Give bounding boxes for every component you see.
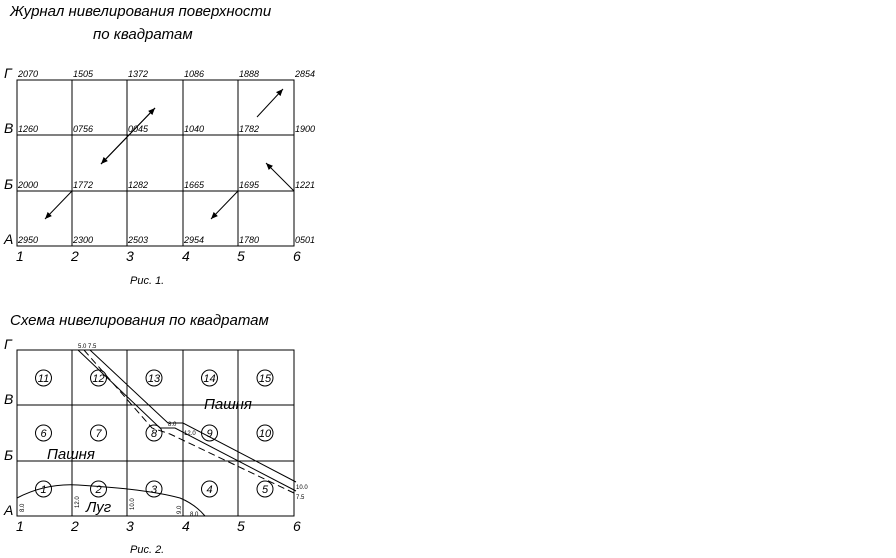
row-label: В xyxy=(4,120,14,136)
elevation-value: 2954 xyxy=(184,235,205,245)
flow-arrow xyxy=(101,108,155,164)
elevation-value: 2854 xyxy=(295,69,316,79)
figure1-title-line1: Журнал нивелирования поверхности xyxy=(10,3,272,20)
column-label: 5 xyxy=(237,518,245,534)
square-number: 13 xyxy=(147,373,161,385)
column-label: 4 xyxy=(182,248,190,264)
figure1-title-line2: по квадратам xyxy=(93,26,193,43)
elevation-value: 0501 xyxy=(295,235,316,245)
square-number: 9 xyxy=(206,428,213,440)
elevation-value: 2070 xyxy=(18,69,39,79)
boundary-distance: 10.0 xyxy=(130,498,136,510)
elevation-value: 1282 xyxy=(128,180,149,190)
flow-arrow xyxy=(45,191,72,219)
land-label-field-upper: Пашня xyxy=(204,396,252,413)
elevation-value: 2000 xyxy=(18,180,39,190)
elevation-value: 2950 xyxy=(18,235,39,245)
land-label-meadow: Луг xyxy=(86,499,112,516)
boundary-distance: 8.0 xyxy=(20,503,26,512)
row-label: В xyxy=(4,391,14,407)
elevation-value: 1780 xyxy=(239,235,260,245)
elevation-value: 1900 xyxy=(295,124,316,134)
figure1-flow-arrows xyxy=(45,89,294,219)
column-label: 3 xyxy=(126,248,134,264)
square-number: 15 xyxy=(258,373,272,385)
elevation-value: 1086 xyxy=(184,69,205,79)
figure1-row-labels xyxy=(3,65,13,247)
column-label: 1 xyxy=(16,518,24,534)
square-number: 6 xyxy=(40,428,47,440)
boundary-distance: 12.0 xyxy=(75,496,81,508)
elevation-value: 1372 xyxy=(128,69,149,79)
elevation-value: 2503 xyxy=(128,235,149,245)
column-label: 2 xyxy=(71,248,79,264)
column-label: 5 xyxy=(237,248,245,264)
elevation-value: 1772 xyxy=(73,180,94,190)
figure1-elevation-values xyxy=(17,69,315,245)
square-number: 8 xyxy=(150,428,158,440)
elevation-value: 1665 xyxy=(184,180,205,190)
flow-arrow xyxy=(257,89,283,117)
column-label: 3 xyxy=(126,518,134,534)
road-width-mid1: 8.0 xyxy=(168,422,177,428)
square-number: 7 xyxy=(95,428,102,440)
elevation-value: 1888 xyxy=(239,69,260,79)
elevation-value: 0756 xyxy=(73,124,94,134)
column-label: 6 xyxy=(293,518,301,534)
elevation-value: 1505 xyxy=(73,69,94,79)
road-width-mid2: 12.0 xyxy=(184,431,196,437)
square-number: 5 xyxy=(261,484,269,496)
square-number: 11 xyxy=(37,373,50,385)
figure1-column-labels xyxy=(16,248,301,264)
column-label: 6 xyxy=(293,248,301,264)
square-number: 14 xyxy=(203,373,216,385)
column-label: 4 xyxy=(182,518,190,534)
row-label: А xyxy=(4,502,14,518)
figure2-row-labels xyxy=(3,336,13,518)
boundary-distance: 9.0 xyxy=(177,505,183,514)
figure2-column-labels xyxy=(16,518,301,534)
square-number: 3 xyxy=(150,484,158,496)
figure1-caption: Рис. 1. xyxy=(130,275,165,287)
column-label: 2 xyxy=(71,518,79,534)
elevation-value: 2300 xyxy=(73,235,94,245)
elevation-value: 0045 xyxy=(128,124,149,134)
elevation-value: 1782 xyxy=(239,124,260,134)
row-label: А xyxy=(4,231,14,247)
row-label: Б xyxy=(4,447,14,463)
figure2-square-numbers xyxy=(36,370,274,497)
elevation-value: 1260 xyxy=(18,124,39,134)
road-width-right1: 10.0 xyxy=(296,485,308,491)
road-width-top: 5.0 7.5 xyxy=(78,344,97,350)
boundary-distance: 8.0 xyxy=(190,512,199,518)
figure2-caption: Рис. 2. xyxy=(130,544,165,556)
row-label: Г xyxy=(4,336,12,352)
square-number: 4 xyxy=(206,484,213,496)
square-number: 10 xyxy=(258,428,272,440)
elevation-value: 1040 xyxy=(184,124,205,134)
road-width-right2: 7.5 xyxy=(296,495,305,501)
figure2-title: Схема нивелирования по квадратам xyxy=(10,312,269,329)
square-number: 2 xyxy=(95,484,102,496)
flow-arrow xyxy=(266,163,294,191)
elevation-value: 1695 xyxy=(239,180,260,190)
land-label-field-lower: Пашня xyxy=(47,446,95,463)
figure1-grid xyxy=(17,80,294,246)
column-label: 1 xyxy=(16,248,24,264)
row-label: Б xyxy=(4,176,14,192)
square-number: 12 xyxy=(92,373,105,385)
elevation-value: 1221 xyxy=(295,180,316,190)
square-number: 1 xyxy=(40,484,47,496)
flow-arrow xyxy=(211,191,238,219)
row-label: Г xyxy=(4,65,12,81)
